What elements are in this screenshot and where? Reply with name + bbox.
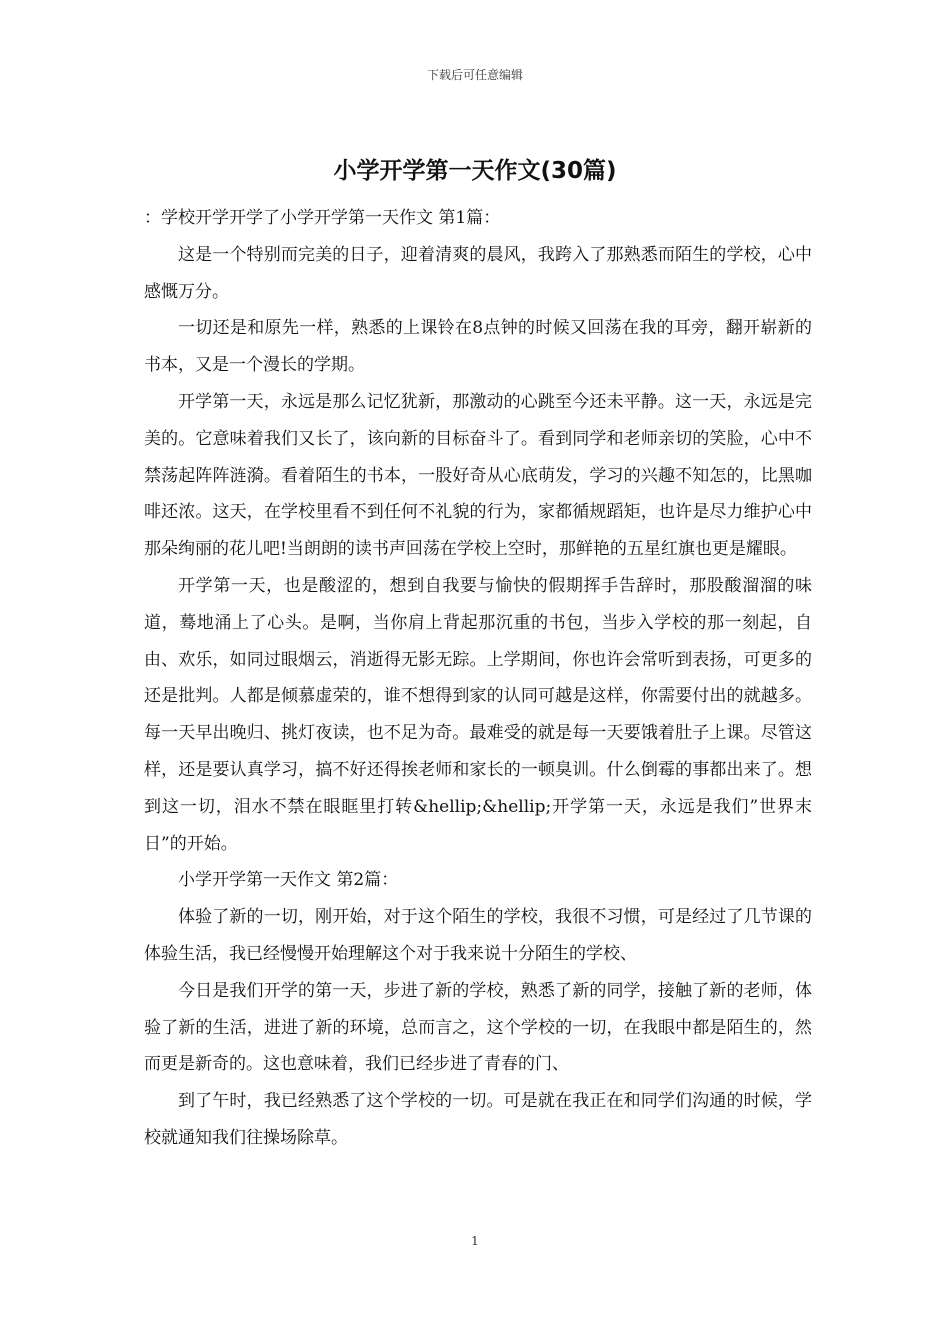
paragraph: 今日是我们开学的第一天，步进了新的学校，熟悉了新的同学，接触了新的老师，体验了新的生活，进进了新的环境，总而言之，这个学校的一切，在我眼中都是陌生的，然而更是新奇的。这也意味着，我们已经步进了青春的门、 — [144, 980, 812, 1075]
page-header-note: 下载后可任意编辑 — [426, 68, 523, 82]
document-body — [144, 200, 812, 1157]
document-title: 小学开学第一天作文(30篇) — [333, 158, 617, 184]
paragraph: 开学第一天，永远是那么记忆犹新，那激动的心跳至今还未平静。这一天，永远是完美的。它意味着我们又长了，该向新的目标奋斗了。看到同学和老师亲切的笑脸，心中不禁荡起阵阵涟漪。看着陌生的书本，一股好奇从心底萌发，学习的兴趣不知怎的，比黑咖啡还浓。这天，在学校里看不到任何不礼貌的行为，家都循规蹈矩，也许是尽力维护心中那朵绚丽的花儿吧!当朗朗的读书声回荡在学校上空时，那鲜艳的五星红旗也更是耀眼。 — [144, 391, 812, 560]
paragraph: 开学第一天，也是酸涩的，想到自我要与愉快的假期挥手告辞时，那股酸溜溜的味道，蓦地涌上了心头。是啊，当你肩上背起那沉重的书包，当步入学校的那一刻起，自由、欢乐，如同过眼烟云，消逝得无影无踪。上学期间，你也许会常听到表扬，可更多的还是批判。人都是倾慕虚荣的，谁不想得到家的认同可越是这样，你需要付出的就越多。每一天早出晚归、挑灯夜读，也不足为奇。最难受的就是每一天要饿着肚子上课。尽管这样，还是要认真学习，搞不好还得挨老师和家长的一顿臭训。什么倒霉的事都出来了。想到这一切，泪水不禁在眼眶里打转&hellip;&hellip;开学第一天，永远是我们”世界末日”的开始。 — [144, 575, 812, 854]
paragraph: 这是一个特别而完美的日子，迎着清爽的晨风，我跨入了那熟悉而陌生的学校，心中感慨万分。 — [144, 244, 812, 302]
paragraph: 到了午时，我已经熟悉了这个学校的一切。可是就在我正在和同学们沟通的时候，学校就通知我们往操场除草。 — [144, 1091, 812, 1148]
paragraph: 体验了新的一切，刚开始，对于这个陌生的学校，我很不习惯，可是经过了几节课的体验生活，我已经慢慢开始理解这个对于我来说十分陌生的学校、 — [144, 907, 812, 964]
paragraph: 一切还是和原先一样，熟悉的上课铃在8点钟的时候又回荡在我的耳旁，翻开崭新的书本，又是一个漫长的学期。 — [144, 318, 812, 376]
page-number: 1 — [471, 1234, 479, 1248]
section-heading: 小学开学第一天作文 第2篇： — [178, 870, 399, 891]
paragraph-intro: ：学校开学开学了小学开学第一天作文 第1篇： — [144, 208, 501, 228]
